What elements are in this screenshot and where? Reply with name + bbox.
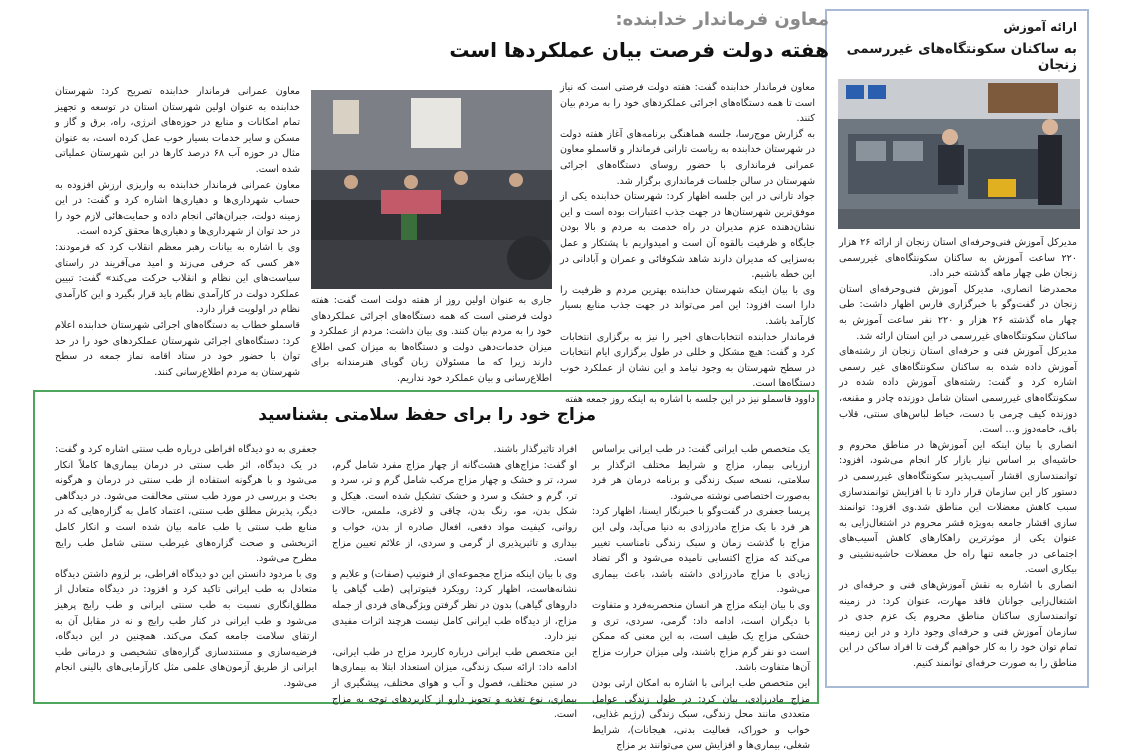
health-column-1 bbox=[592, 442, 810, 754]
health-column-2 bbox=[332, 442, 577, 723]
article-paragraph: جعفری به دو دیدگاه افراطی درباره طب سنتی اشاره کرد و گفت: در یک دیدگاه، اثر طب سنتی در درمان بیماری‌ها کاملاً انکار می‌شود و با هرگونه استفاده از طب سنتی در درمان و هرگونه بحث و بررسی در مورد طب سنتی مخالفت می‌شود. در دیدگاهی دیگر، پذیرش مطلق طب سنتی، اعتماد کامل به گزاره‌هایی که در منابع طب سنتی یا طب عامه بیان شده است و انکار کامل اثربخشی و صحت گزاره‌های غیرطب سنتی شامل طب رایج مطرح می‌شود. bbox=[55, 444, 317, 565]
article-paragraph: به گزارش موج‌رسا، جلسه هماهنگی برنامه‌های آغاز هفته دولت در شهرستان خدابنده به ریاست تارانی فرماندار و قاسملو معاون عمرانی فرمانداری با حضور روسای دستگاه‌های اجرائی شهرستان در سالن جلسات فرمانداری برگزار شد. bbox=[560, 128, 815, 187]
article-paragraph: معاون عمرانی فرماندار خدابنده تصریح کرد: شهرستان خدابنده به عنوان اولین شهرستان استان در توسعه و تجهیز تمام امکانات و منابع در حوزه‌های انرژی، راه، برق و گاز و مسکن و سایر خدمات بسیار خوب عمل کرده است، به عنوان مثال در حوزه آب ۶۸ درصد کارها در این شهرستان عملیاتی شده است. bbox=[55, 86, 301, 175]
government-week-column-2 bbox=[311, 293, 552, 387]
health-temperament-article bbox=[33, 390, 819, 752]
article-paragraph: یک متخصص طب ایرانی گفت: در طب ایرانی براساس ارزیابی بیمار، مزاج و شرایط مختلف اثرگذار بر سلامتی، نسخه سبک زندگی و برنامه درمان هر فرد به‌صورت اختصاصی نوشته می‌شود. bbox=[592, 444, 810, 502]
article-paragraph: داوود قاسملو نیز در این جلسه با اشاره به اینکه روز جمعه هفته bbox=[565, 393, 815, 405]
vocational-training-article bbox=[825, 9, 1089, 688]
government-week-column-1 bbox=[560, 80, 815, 407]
article-paragraph: فرماندار خدابنده انتخابات‌های اخیر را نیز به برگزاری انتخابات کرد و گفت: هیچ مشکل و خللی در طول برگزاری ایام انتخابات در سطح شهرستان به وجود نیامد و این نشان از عملکرد خوب دستگاه‌ها است. bbox=[560, 331, 815, 390]
article-paragraph: جواد تارانی در این جلسه اظهار کرد: شهرستان خدابنده یکی از موفق‌ترین شهرستان‌ها در جهت جذب اعتبارات بوده است و این نشان‌دهنده عزم مدیران در راه خدمت به مردم و بالا بودن جایگاه و ظرفیت بالقوه آن است و امیدواریم با پشتکار و عمل به‌سزایی که مدیران دارند شاهد شکوفائی و عمران و آبادانی در این خطه باشیم. bbox=[560, 191, 815, 281]
article-paragraph: وی با بیان اینکه مزاج مجموعه‌ای از فنوتیپ (صفات) و علایم و نشانه‌هاست، اظهار کرد: رویکرد فیتوتراپی (طب گیاهی یا داروهای گیاهی) بدون در نظر گرفتن ویژگی‌های فردی از جمله مزاج، از دیدگاه طب ایرانی کامل نیست هرچند اثرات مفیدی نیز دارد. bbox=[332, 568, 577, 643]
article-paragraph: وی با بیان اینکه مزاج هر انسان منحصربه‌فرد و متفاوت با دیگران است، ادامه داد: گرمی، سردی، تری و خشکی مزاج یک طیف است، به این معنی که ممکن است دو نفر گرم مزاج باشند، ولی میزان حرارت مزاج آن‌ها متفاوت باشد. bbox=[592, 599, 810, 674]
article-paragraph: این متخصص طب ایرانی درباره کاربرد مزاج در طب ایرانی، ادامه داد: ارائه سبک زندگی، میزان استعداد ابتلا به بیماری‌ها در سنین مختلف، فصول و آب و هوای مختلف، پیشگیری از بیماری، نوع تغذیه و تجویز دارو از کاربردهای توجه به مزاج است. bbox=[332, 646, 577, 721]
meeting-photo-image bbox=[311, 90, 552, 289]
vocational-paragraph: مدیرکل آموزش فنی و حرفه‌ای استان زنجان از رشته‌های آموزش داده شده به ساکنان سکونتگاه‌های غیر رسمی اشاره کرد و گفت: رشته‌های آموزش داده شده در سکونتگاه‌های غیررسمی استان شامل دوزنده چادر و مقنعه، دوزنده کیف چرمی با دست، خیاط لباس‌های سنتی، قلاب باف، خامه‌دوز و… است. bbox=[839, 346, 1077, 436]
vocational-paragraph: انصاری با بیان اینکه این آموزش‌ها در مناطق محروم و حاشیه‌ای بر اساس نیاز بازار کار انجام می‌شود، افزود: توانمندسازی اقشار آسیب‌پذیر سکونتگاه‌های غیررسمی در دستور کار این سازمان قرار دارد تا با افزایش توانمندسازی سبب کاهش معضلات این مناطق شد.وی افزود: توانمند سازی اقشار جامعه به‌ویژه قشر محروم در اشتغال‌زایی به عنوان یکی از موثرترین راهکارهای کاهش آسیب‌های اجتماعی در جامعه تنها راه حل معضلات حاشیه‌نشینی و بیکاری است. bbox=[839, 439, 1077, 576]
meeting-photo bbox=[311, 90, 552, 289]
vocational-paragraph: انصاری با اشاره به نقش آموزش‌های فنی و حرفه‌ای در اشتغال‌زایی جوانان فاقد مهارت، عنوان کرد: در زمینه توانمندسازی ساکنان مناطق محروم یک عزم جدی در سازمان آموزش فنی و حرفه‌ای وجود دارد و در این زمینه تمام توان خود را به کار خواهیم گرفت تا افراد ساکن در این مناطق را به صورت حرفه‌ای توانمند کنیم. bbox=[839, 580, 1077, 670]
vocational-title: به ساکنان سکونتگاه‌های غیررسمی زنجان bbox=[846, 41, 1077, 73]
article-paragraph: وی با اشاره به بیانات رهبر معظم انقلاب کرد که فرمودند: «هر کسی که حرفی می‌زند و امید می‌آفریند در راستای سیاست‌های این نظام و انقلاب حرکت می‌کند» گفت: تبیین عملکرد دولت در کارآمدی نظام باید قرار بگیرد و این کارآمدی نظام در اولویت قرار دارد. bbox=[55, 241, 300, 316]
government-week-headline: هفته دولت فرصت بیان عملکردها است bbox=[449, 38, 829, 62]
article-paragraph: وی با مردود دانستن این دو دیدگاه افراطی، بر لزوم داشتن دیدگاه متعادل به طب ایرانی تاکید کرد و افزود: در دیدگاه متعادل از مطلق‌انگاری نسبت به طب سنتی ایرانی و طب رایج پرهیز می‌شود و طب ایرانی در کنار طب رایج و نه در مقابل آن به ارتقای سلامت جامعه کمک می‌کند. همچنین در این دیدگاه، فرضیه‌سازی و مستندسازی گزاره‌های تشخیصی و درمانی طب ایرانی از طریق آزمون‌های علمی مثل کارآزمایی‌های بالینی انجام می‌شود. bbox=[55, 568, 317, 689]
health-title: مزاج خود را برای حفظ سلامتی بشناسید bbox=[258, 405, 596, 425]
vocational-paragraph: محمدرضا انصاری، مدیرکل آموزش فنی‌وحرفه‌ای استان زنجان در گفت‌وگو با خبرگزاری فارس اظهار داشت: طی چهار ماه گذشته ۲۶ هزار و ۲۲۰ نفر ساعت آموزش به ساکنان سکونتگاه‌های غیررسمی در این استان ارائه شد. bbox=[839, 283, 1078, 342]
article-paragraph: قاسملو خطاب به دستگاه‌های اجرائی شهرستان خدابنده اعلام کرد: دستگاه‌های اجرائی شهرستان عملکردهای خود را در حد توان با حضور خود در ستاد اقامه نماز جمعه در سطح شهرستان به مردم اطلاع‌رسانی کنند. bbox=[55, 319, 300, 378]
article-paragraph: این متخصص طب ایرانی با اشاره به امکان ارثی بودن مزاج مادرزادی، بیان کرد: در طول زندگی عوامل متعددی مانند محل زندگی، سبک زندگی (رژیم غذایی، خواب و خوراک، فعالیت بدنی، هیجانات)، شرایط شغلی، بیماری‌ها و افزایش سن می‌توانند بر مزاج bbox=[592, 677, 810, 752]
workshop-photo bbox=[838, 79, 1080, 229]
article-paragraph: معاون عمرانی فرماندار خدابنده به واریزی ارزش افزوده به حساب شهرداری‌ها و دهیاری‌ها اشاره کرد و گفت: در این زمینه دولت، جبران‌هائی انجام داده و حمایت‌هائی لازم خود را در حد توان از شهرداری‌ها و دهیاری‌ها محقق کرده است. bbox=[55, 179, 300, 238]
article-paragraph: پریسا جعفری در گفت‌وگو با خبرنگار ایسنا، اظهار کرد: هر فرد با یک مزاج مادرزادی به دنیا می‌آید، ولی این مزاج با گذشت زمان و سبک زندگی نامناسب تغییر می‌کند که مزاج اکتسابی نامیده می‌شود و اگر تضاد زیادی با مزاج مادرزادی داشته باشد، باعث بیماری می‌شود. bbox=[592, 506, 810, 596]
vocational-body bbox=[839, 235, 1077, 672]
government-week-kicker: معاون فرماندار خدابنده: bbox=[615, 9, 829, 30]
article-paragraph: معاون فرماندار خدابنده گفت: هفته دولت فرصتی است که نیاز است تا همه دستگاه‌های اجرائی عملکردهای خود را به مردم بیان کنند. bbox=[560, 82, 815, 125]
government-week-column-3 bbox=[55, 84, 300, 380]
article-paragraph: وی با بیان اینکه شهرستان خدابنده بهترین مردم و ظرفیت را دارا است افزود: این امر می‌تواند در جهت جذب منابع بسیار کارآمد باشد. bbox=[560, 284, 815, 327]
article-paragraph: افراد تاثیرگذار باشند. bbox=[493, 444, 577, 455]
article-paragraph: او گفت: مزاج‌های هشت‌گانه از چهار مزاج مفرد شامل گرم، سرد، تر و خشک و چهار مزاج مرکب شامل گرم و تر، سرد و تر، گرم و خشک و سرد و خشک تشکیل شده است. هیکل و شکل بدن، مو، رنگ بدن، چاقی و لاغری، ملمس، حالات روانی، کیفیت مواد دفعی، افعال صادره از بدن، خواب و بیداری و تاثیرپذیری از گرمی و سردی، از علائم تعیین مزاج است. bbox=[332, 459, 577, 565]
vocational-paragraph: مدیرکل آموزش فنی‌وحرفه‌ای استان زنجان از ارائه ۲۶ هزار ۲۲۰ ساعت آموزش به ساکنان سکونتگاه‌های غیررسمی زنجان طی چهار ماهه گذشته خبر داد. bbox=[839, 237, 1077, 280]
article-paragraph: جاری به عنوان اولین روز از هفته دولت است گفت: هفته دولت فرصتی است که همه دستگاه‌های اجرائی عملکردهای خود را به مردم بیان کنند. وی بیان داشت: مردم از عملکرد و میزان خدمات‌دهی دولت و دستگاه‌ها به میزان کمی اطلاع دارند زیرا که ما مسئولان زبان گویای هنرمندانه برای اطلاع‌رسانی و بیان عملکرد خود نداریم. bbox=[311, 295, 552, 384]
workshop-photo-image bbox=[838, 79, 1080, 229]
vocational-kicker: ارائه آموزش bbox=[1003, 20, 1077, 34]
health-column-3 bbox=[55, 442, 317, 692]
